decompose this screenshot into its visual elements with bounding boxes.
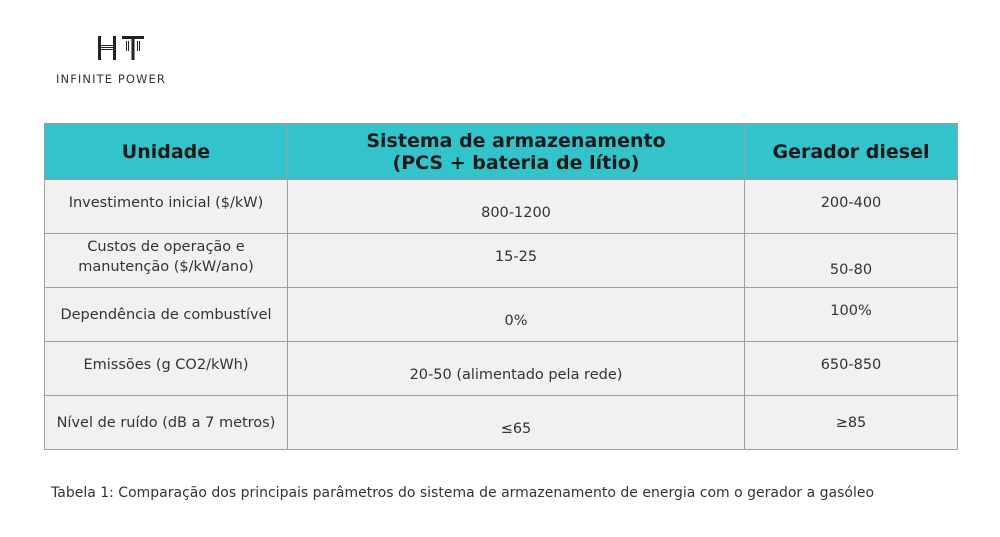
row-label: Investimento inicial ($/kW) xyxy=(45,180,288,234)
diesel-value: 650-850 xyxy=(745,342,958,396)
ht-logo-icon xyxy=(96,34,148,64)
comparison-table xyxy=(44,123,958,450)
header-sistema-line2: (PCS + bateria de lítio) xyxy=(392,151,640,174)
diesel-value: ≥85 xyxy=(745,396,958,450)
diesel-value: 200-400 xyxy=(745,180,958,234)
storage-value: 20-50 (alimentado pela rede) xyxy=(288,342,745,396)
table-row xyxy=(45,180,958,234)
table-caption: Tabela 1: Comparação dos principais parâmetros do sistema de armazenamento de energia com o gerador a gasóleo xyxy=(51,485,875,501)
storage-value: 800-1200 xyxy=(288,180,745,234)
storage-value: 15-25 xyxy=(288,234,745,288)
row-label: Custos de operação e manutenção ($/kW/ano) xyxy=(45,234,288,288)
table-row xyxy=(45,396,958,450)
storage-value: 0% xyxy=(288,288,745,342)
storage-value: ≤65 xyxy=(288,396,745,450)
logo-tagline: INFINITE POWER xyxy=(56,72,166,86)
brand-logo xyxy=(56,34,196,94)
diesel-value: 50-80 xyxy=(745,234,958,288)
table-row xyxy=(45,288,958,342)
row-label: Nível de ruído (dB a 7 metros) xyxy=(45,396,288,450)
header-sistema xyxy=(288,124,745,180)
row-label: Dependência de combustível xyxy=(45,288,288,342)
table-row xyxy=(45,342,958,396)
header-gerador: Gerador diesel xyxy=(745,124,958,180)
table-header-row xyxy=(45,124,958,180)
diesel-value: 100% xyxy=(745,288,958,342)
header-sistema-line1: Sistema de armazenamento xyxy=(366,129,666,152)
row-label: Emissões (g CO2/kWh) xyxy=(45,342,288,396)
header-unidade: Unidade xyxy=(45,124,288,180)
table-row xyxy=(45,234,958,288)
